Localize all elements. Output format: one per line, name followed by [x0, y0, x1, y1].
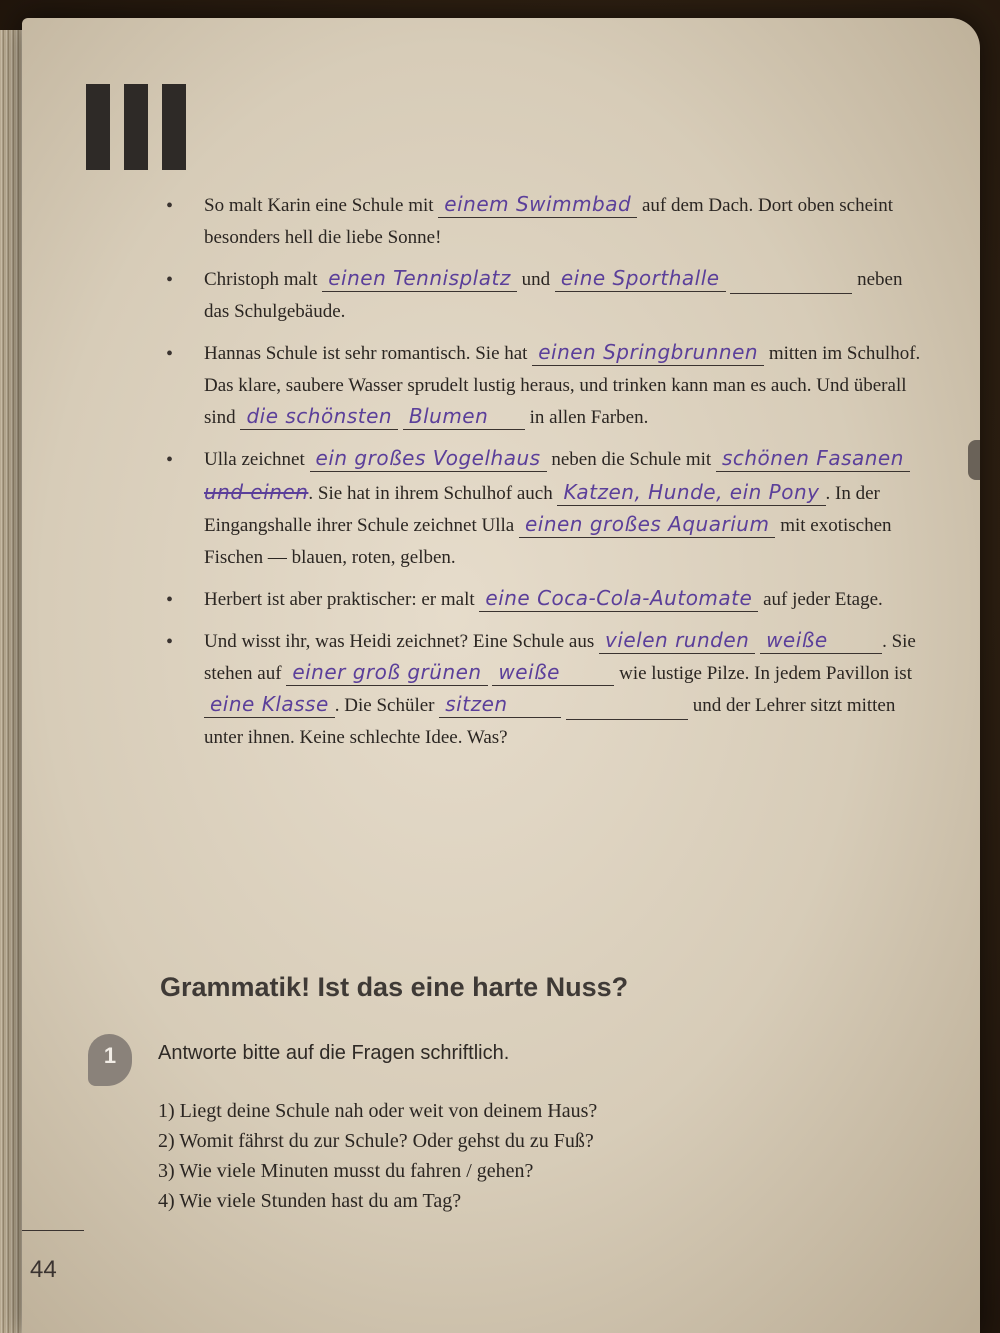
printed-text: mit exotischen Fischen — blauen, roten, gelben. [204, 515, 897, 568]
grammar-heading: Grammatik! Ist das eine harte Nuss? [160, 972, 629, 1002]
crossed-out-answer: und einen [204, 480, 309, 504]
task-number-badge: 1 [88, 1034, 132, 1086]
question-item: 2) Womit fährst du zur Schule? Oder gehst du zu Fuß? [158, 1130, 594, 1152]
footer-rule [22, 1230, 84, 1231]
exercise-list [166, 190, 926, 764]
printed-text: auf dem Dach. Dort oben scheint besonders hell die liebe Sonne! [204, 195, 898, 248]
exercise-item [166, 190, 926, 254]
question-list [158, 1096, 597, 1216]
chapter-bar [124, 84, 148, 170]
printed-text: Herbert ist aber praktischer: er malt [204, 589, 480, 610]
handwritten-answer[interactable]: ein großes Vogelhaus [310, 445, 547, 472]
chapter-bar [162, 84, 186, 170]
handwritten-answer[interactable]: eine Sporthalle [555, 265, 726, 292]
printed-text: und [516, 269, 555, 290]
printed-text: mitten im Schulhof. Das klare, saubere Wasser sprudelt lustig heraus, und trinken kann man es auch. Und überall sind [204, 343, 926, 428]
handwritten-answer[interactable]: Blumen [403, 403, 525, 430]
printed-text: . Die Schüler [334, 695, 440, 716]
printed-text: auf jeder Etage. [758, 589, 883, 610]
page-tab-marker [968, 440, 980, 480]
printed-text: wie lustige Pilze. In jedem Pavillon ist [614, 663, 917, 684]
handwritten-answer[interactable]: einer groß grünen [286, 659, 487, 686]
printed-text: Und wisst ihr, was Heidi zeichnet? Eine Schule aus [204, 631, 599, 652]
printed-text [910, 449, 915, 470]
page-number: 44 [30, 1256, 57, 1283]
task-instruction: Antworte bitte auf die Fragen schriftlich. [158, 1042, 510, 1064]
printed-text: in allen Farben. [524, 407, 649, 428]
handwritten-answer[interactable]: sitzen [439, 691, 561, 718]
printed-text: neben das Schulgebäude. [204, 269, 908, 322]
exercise-item [166, 626, 926, 754]
printed-text: . In der Eingangshalle ihrer Schule zeichnet Ulla [204, 483, 885, 536]
handwritten-answer[interactable]: schönen Fasanen [716, 445, 910, 472]
handwritten-answer[interactable]: eine Coca-Cola-Automate [479, 585, 758, 612]
handwritten-answer[interactable]: Katzen, Hunde, ein Pony [557, 479, 825, 506]
question-item: 4) Wie viele Stunden hast du am Tag? [158, 1190, 462, 1212]
printed-text: und der Lehrer sitzt mitten unter ihnen. Keine schlechte Idee. Was? [204, 695, 901, 748]
handwritten-answer[interactable]: einem Swimmbad [438, 191, 637, 218]
handwritten-answer[interactable]: weiße [760, 627, 882, 654]
handwritten-answer[interactable]: die schönsten [240, 403, 398, 430]
printed-text: Christoph malt [204, 269, 323, 290]
exercise-item [166, 264, 926, 328]
empty-answer-line[interactable] [566, 693, 688, 720]
handwritten-answer[interactable]: vielen runden [599, 627, 755, 654]
exercise-item [166, 444, 926, 574]
empty-answer-line[interactable] [730, 267, 852, 294]
handwritten-answer[interactable]: einen Tennisplatz [322, 265, 517, 292]
handwritten-answer[interactable]: eine Klasse [204, 691, 335, 718]
printed-text: neben die Schule mit [546, 449, 716, 470]
chapter-bar [86, 84, 110, 170]
chapter-mark-roman-three [86, 84, 186, 170]
question-item: 3) Wie viele Minuten musst du fahren / gehen? [158, 1160, 534, 1182]
printed-text: . Sie stehen auf [204, 631, 921, 684]
handwritten-answer[interactable]: einen großes Aquarium [519, 511, 775, 538]
printed-text: So malt Karin eine Schule mit [204, 195, 439, 216]
question-item: 1) Liegt deine Schule nah oder weit von deinem Haus? [158, 1100, 598, 1122]
printed-text: Hannas Schule ist sehr romantisch. Sie hat [204, 343, 533, 364]
printed-text: Ulla zeichnet [204, 449, 310, 470]
printed-text: . Sie hat in ihrem Schulhof auch [308, 483, 558, 504]
exercise-item [166, 584, 926, 616]
handwritten-answer[interactable]: weiße [492, 659, 614, 686]
exercise-item [166, 338, 926, 434]
handwritten-answer[interactable]: einen Springbrunnen [532, 339, 764, 366]
